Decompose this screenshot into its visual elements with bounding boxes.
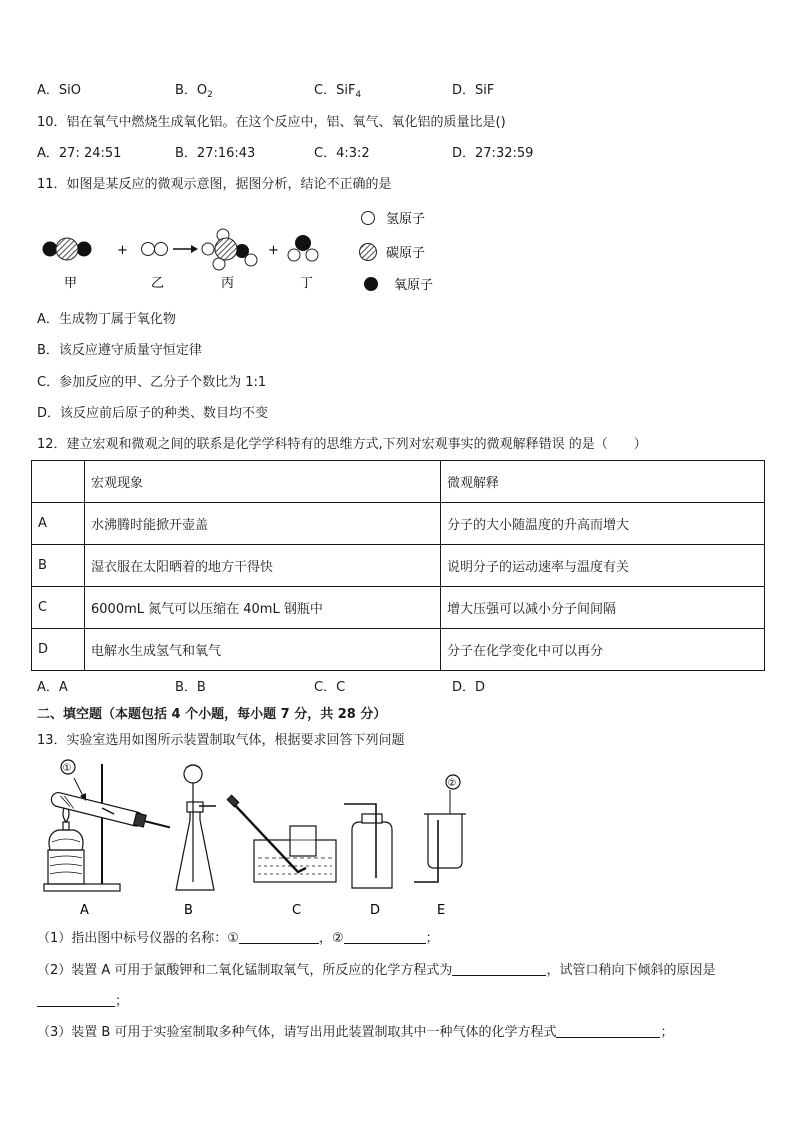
carbon-atom (56, 238, 78, 260)
table-row (32, 587, 765, 629)
q13-sub1: （1）指出图中标号仪器的名称：① ，② ； (37, 931, 439, 946)
table-row (32, 545, 765, 587)
apparatus-label-e: E (437, 903, 446, 918)
plus-sign-1: + (117, 243, 128, 258)
q13-sub2-cont: ； (37, 992, 128, 1011)
q11-option-a[interactable]: A．生成物丁属于氧化物 (37, 312, 176, 327)
q9-option-b[interactable]: B．$O_2$ (175, 83, 213, 100)
q10-options (37, 145, 757, 163)
table-header-micro: 微观解释 (441, 461, 765, 503)
apparatus-d (344, 804, 392, 888)
apparatus-e (414, 775, 466, 882)
marker-1: ① (62, 763, 72, 774)
stopper (134, 813, 147, 827)
label-yi: 乙 (151, 276, 165, 291)
alcohol-lamp (49, 830, 83, 850)
q9-option-c[interactable]: C．SiF$_4$ (314, 83, 362, 100)
q12-option-a[interactable]: A．A (37, 680, 68, 695)
table-row (32, 503, 765, 545)
apparatus-label-b: B (184, 903, 193, 918)
table-cell: 分子在化学变化中可以再分 (441, 629, 765, 671)
table-cell: 湿衣服在太阳晒着的地方干得快 (85, 545, 441, 587)
q9-options (37, 82, 757, 100)
table-header-row (32, 461, 765, 503)
apparatus-figure (36, 758, 476, 918)
stand-base (44, 884, 120, 891)
reaction-arrow-icon (173, 245, 198, 253)
oxygen-atom (43, 242, 58, 257)
marker-2: ② (447, 778, 457, 789)
gas-bottle-e (428, 814, 462, 868)
answer-blank-2[interactable] (344, 929, 426, 944)
gas-collecting-bottle (352, 822, 392, 888)
q13-sub3: （3）装置 B 可用于实验室制取多种气体，请写出用此装置制取其中一种气体的化学方程式 ； (37, 1025, 674, 1040)
answer-blank-1[interactable] (239, 929, 319, 944)
legend-carbon-icon (360, 244, 377, 261)
answer-blank-5[interactable] (556, 1023, 660, 1038)
q11-option-c[interactable]: C．参加反应的甲、乙分子个数比为 1:1 (37, 375, 267, 390)
plus-sign-2: + (268, 243, 279, 258)
q11-stem: 11．如图是某反应的微观示意图，据图分析，结论不正确的是 (37, 177, 392, 192)
apparatus-label-c: C (292, 903, 302, 918)
hydrogen-atom (306, 249, 318, 261)
oxygen-atom (295, 235, 311, 251)
q13-sub2: （2）装置 A 可用于氯酸钾和二氧化锰制取氧气，所反应的化学方程式为 ，试管口稍向下倾斜的原因是 (37, 963, 716, 978)
molecule-yi (142, 243, 168, 256)
gas-bottle (290, 826, 316, 856)
conical-flask (176, 810, 214, 890)
q10-stem: 10．铝在氧气中燃烧生成氧化铝。在这个反应中，铝、氧气、氧化铝的质量比是() (37, 115, 506, 130)
molecule-ding (288, 235, 318, 261)
oxygen-atom (77, 242, 92, 257)
q12-stem: 12．建立宏观和微观之间的联系是化学学科特有的思维方式,下列对宏观事实的微观解释错误 的是（ ） (37, 437, 647, 452)
table-cell: 分子的大小随温度的升高而增大 (441, 503, 765, 545)
q10-option-a[interactable]: A．27: 24:51 (37, 146, 122, 161)
legend-oxygen-icon (364, 277, 378, 291)
table-cell: 6000mL 氮气可以压缩在 40mL 钢瓶中 (85, 587, 441, 629)
label-jia: 甲 (64, 276, 78, 291)
molecule-bing (202, 229, 257, 270)
q12-table (31, 460, 765, 671)
table-cell (32, 461, 85, 503)
apparatus-label-a: A (80, 903, 89, 918)
molecule-jia (43, 238, 92, 260)
apparatus-b (176, 765, 216, 890)
q11-option-d[interactable]: D．该反应前后原子的种类、数目均不变 (37, 406, 269, 421)
q13-stem: 13．实验室选用如图所示装置制取气体，根据要求回答下列问题 (37, 733, 405, 748)
table-cell: B (32, 545, 85, 587)
q12-option-c[interactable]: C．C (314, 680, 346, 695)
q12-option-b[interactable]: B．B (175, 680, 206, 695)
table-cell: C (32, 587, 85, 629)
legend-oxygen-label: 氧原子 (394, 278, 434, 293)
flask-stopper (187, 802, 203, 812)
apparatus-c (227, 795, 336, 882)
label-ding: 丁 (300, 276, 314, 291)
hydrogen-atom (202, 243, 214, 255)
q10-option-d[interactable]: D．27:32:59 (452, 146, 534, 161)
table-cell: D (32, 629, 85, 671)
answer-blank-4[interactable] (37, 992, 115, 1007)
apparatus-a (44, 760, 172, 891)
q12-options (37, 679, 757, 697)
q12-option-d[interactable]: D．D (452, 680, 486, 695)
table-cell: 水沸腾时能掀开壶盖 (85, 503, 441, 545)
legend (360, 212, 434, 294)
q10-option-c[interactable]: C．4:3:2 (314, 146, 370, 161)
q9-option-d[interactable]: D．SiF (452, 83, 495, 98)
table-row (32, 629, 765, 671)
wood-block (48, 850, 84, 884)
hydrogen-atom (288, 249, 300, 261)
legend-hydrogen-icon (362, 212, 375, 225)
table-cell: 增大压强可以减小分子间间隔 (441, 587, 765, 629)
apparatus-label-d: D (370, 903, 381, 918)
table-cell: 说明分子的运动速率与温度有关 (441, 545, 765, 587)
legend-hydrogen-label: 氢原子 (386, 212, 426, 227)
carbon-atom (215, 238, 237, 260)
hydrogen-atom (155, 243, 168, 256)
lamp-wick (63, 822, 69, 830)
table-header-macro: 宏观现象 (85, 461, 441, 503)
table-cell: A (32, 503, 85, 545)
q10-option-b[interactable]: B．27:16:43 (175, 146, 256, 161)
q11-option-b[interactable]: B．该反应遵守质量守恒定律 (37, 343, 202, 358)
legend-carbon-label: 碳原子 (386, 246, 426, 261)
section-title: 二、填空题（本题包括 4 个小题，每小题 7 分，共 28 分） (37, 707, 387, 722)
answer-blank-3[interactable] (452, 961, 546, 976)
hydrogen-atom (142, 243, 155, 256)
q9-option-a[interactable]: A．SiO (37, 83, 82, 98)
label-bing: 丙 (221, 276, 235, 291)
table-cell: 电解水生成氢气和氧气 (85, 629, 441, 671)
reaction-diagram (30, 205, 490, 295)
